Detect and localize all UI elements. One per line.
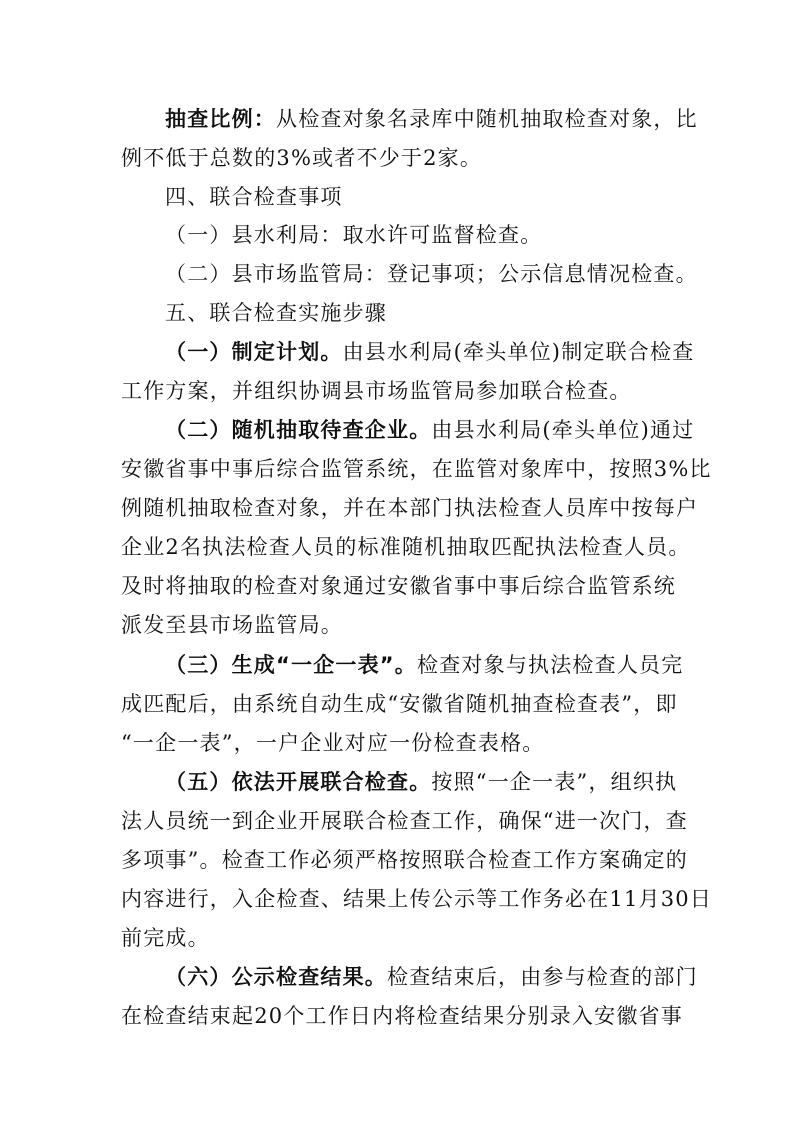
inspection-text: 按照“一企一表”，组织执 [431,770,678,794]
form-text: 检查对象与执法检查人员完 [417,653,684,677]
paragraph-random-line-5: 及时将抽取的检查对象通过安徽省事中事后综合监管系统 [121,574,676,598]
inspection-heading: （五）依法开展联合检查。 [165,770,432,794]
paragraph-sampling-ratio-line-2: 例不低于总数的3%或者不少于2家。 [121,146,483,170]
paragraph-random-line-3: 例随机抽取检查对象，并在本部门执法检查人员库中按每户 [121,496,699,520]
paragraph-random-line-6: 派发至县市场监管局。 [121,613,343,637]
paragraph-plan-line-2: 工作方案，并组织协调县市场监管局参加联合检查。 [121,379,632,403]
paragraph-inspection-line-2: 法人员统一到企业开展联合检查工作，确保“进一次门，查 [121,809,688,833]
paragraph-inspection-line-5: 前完成。 [121,926,210,950]
item-market-bureau: （二）县市场监管局：登记事项；公示信息情况检查。 [165,262,698,286]
random-text: 由县水利局(牵头单位)通过 [431,418,695,442]
plan-text: 由县水利局(牵头单位)制定联合检查 [342,340,695,364]
paragraph-publicity-line-2: 在检查结束起20个工作日内将检查结果分别录入安徽省事 [121,1004,683,1028]
section-heading-4: 四、联合检查事项 [165,185,343,209]
paragraph-random-line-2: 安徽省事中事后综合监管系统，在监管对象库中，按照3%比 [121,457,712,481]
publicity-heading: （六）公示检查结果。 [165,965,387,989]
publicity-text: 检查结束后，由参与检查的部门 [387,965,698,989]
paragraph-inspection-line-4: 内容进行，入企检查、结果上传公示等工作务必在11月30日 [121,887,713,911]
plan-heading: （一）制定计划。 [165,340,343,364]
sampling-ratio-heading: 抽查比例： [165,107,276,131]
paragraph-random-line-4: 企业2名执法检查人员的标准随机抽取匹配执法检查人员。 [121,535,691,559]
sampling-ratio-text: 从检查对象名录库中随机抽取检查对象，比 [276,107,698,131]
item-water-bureau: （一）县水利局：取水许可监督检查。 [165,223,543,247]
form-heading: （三）生成“一企一表”。 [165,653,418,677]
section-heading-5: 五、联合检查实施步骤 [165,301,387,325]
paragraph-plan-line-1 [165,339,694,365]
paragraph-form-line-3: “一企一表”，一户企业对应一份检查表格。 [121,731,545,755]
paragraph-form-line-2: 成匹配后，由系统自动生成“安徽省随机抽查检查表”，即 [121,692,678,716]
paragraph-publicity-line-1 [165,964,698,990]
paragraph-inspection-line-3: 多项事”。检查工作必须严格按照联合检查工作方案确定的 [121,848,688,872]
random-heading: （二）随机抽取待查企业。 [165,418,432,442]
paragraph-inspection-line-1 [165,769,677,795]
paragraph-form-line-1 [165,652,683,678]
paragraph-random-line-1 [165,417,694,443]
paragraph-sampling-ratio-line-1 [165,106,698,132]
